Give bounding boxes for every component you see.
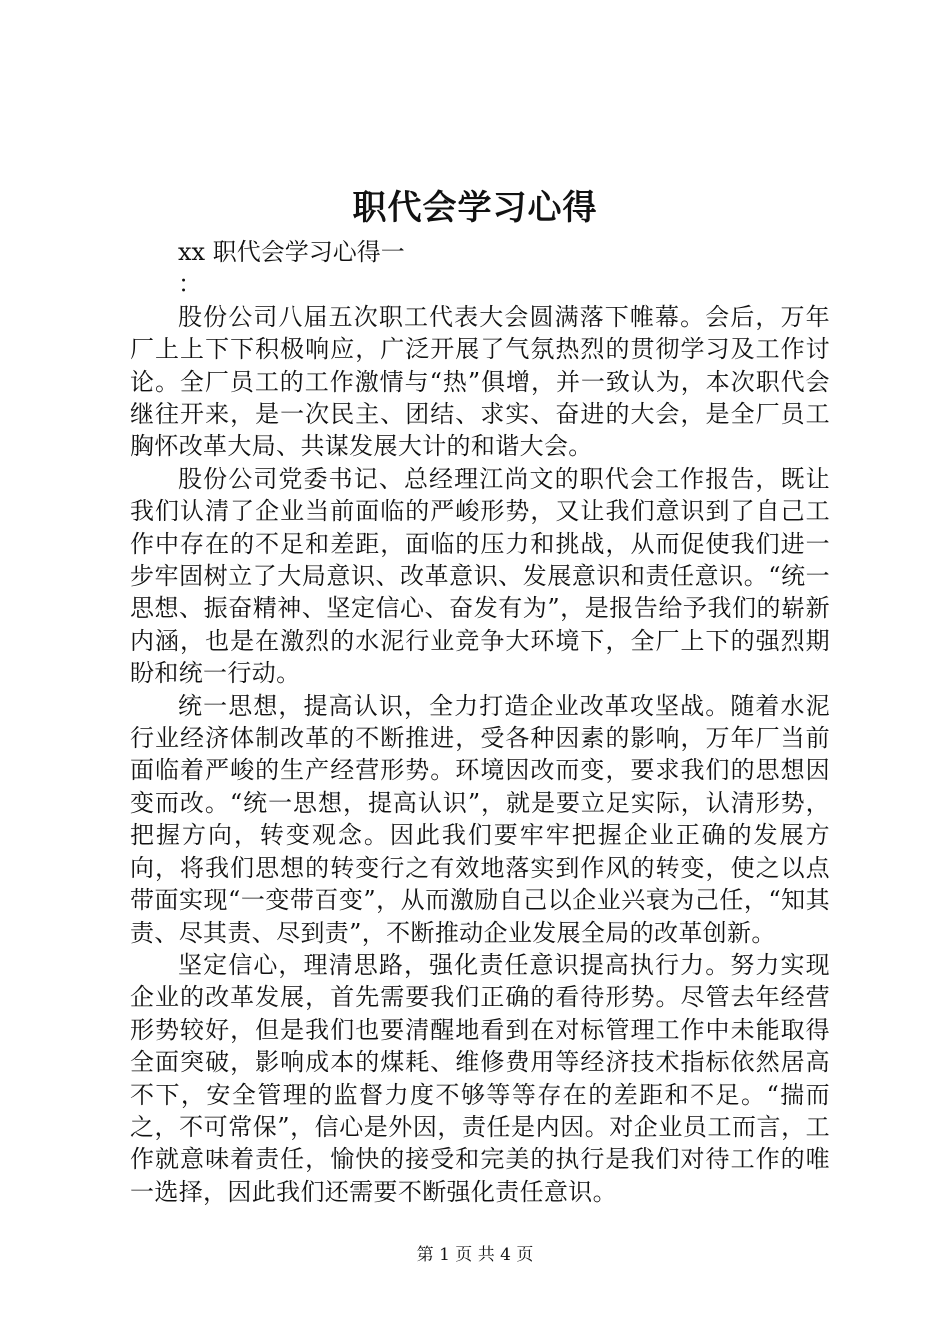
- document-subtitle: xx 职代会学习心得一: [178, 238, 405, 266]
- document-body: [130, 236, 830, 1208]
- paragraph-3: 统一思想，提高认识，全力打造企业改革攻坚战。随着水泥行业经济体制改革的不断推进，受各种因素的影响，万年厂当前面临着严峻的生产经营形势。环境因改而变，要求我们的思想因变而改。“统一思想，提高认识”，就是要立足实际，认清形势，把握方向，转变观念。因此我们要牢牢把握企业正确的发展方向，将我们思想的转变行之有效地落实到作风的转变，使之以点带面实现“一变带百变”，从而激励自己以企业兴衰为己任，“知其责、尽其责、尽到责”，不断推动企业发展全局的改革创新。: [130, 691, 830, 947]
- paragraph-2: 股份公司党委书记、总经理江尚文的职代会工作报告，既让我们认清了企业当前面临的严峻形势，又让我们意识到了自己工作中存在的不足和差距，面临的压力和挑战，从而促使我们进一步牢固树立了大局意识、改革意识、发展意识和责任意识。“统一思想、振奋精神、坚定信心、奋发有为”，是报告给予我们的崭新内涵，也是在激烈的水泥行业竞争大环境下，全厂上下的强烈期盼和统一行动。: [130, 464, 830, 688]
- subtitle-colon: ：: [178, 270, 202, 299]
- document-title: 职代会学习心得: [352, 188, 598, 228]
- paragraph-4: 坚定信心，理清思路，强化责任意识提高执行力。努力实现企业的改革发展，首先需要我们正确的看待形势。尽管去年经营形势较好，但是我们也要清醒地看到在对标管理工作中未能取得全面突破，影响成本的煤耗、维修费用等经济技术指标依然居高不下，安全管理的监督力度不够等等存在的差距和不足。“揣而之，不可常保”，信心是外因，责任是内因。对企业员工而言，工作就意味着责任，愉快的接受和完美的执行是我们对待工作的唯一选择，因此我们还需要不断强化责任意识。: [130, 950, 830, 1206]
- paragraph-1: 股份公司八届五次职工代表大会圆满落下帷幕。会后，万年厂上上下下积极响应，广泛开展了气氛热烈的贯彻学习及工作讨论。全厂员工的工作激情与“热”俱增，并一致认为，本次职代会继往开来，是一次民主、团结、求实、奋进的大会，是全厂员工胸怀改革大局、共谋发展大计的和谐大会。: [130, 302, 830, 461]
- page-footer: 第 1 页 共 4 页: [416, 1245, 534, 1265]
